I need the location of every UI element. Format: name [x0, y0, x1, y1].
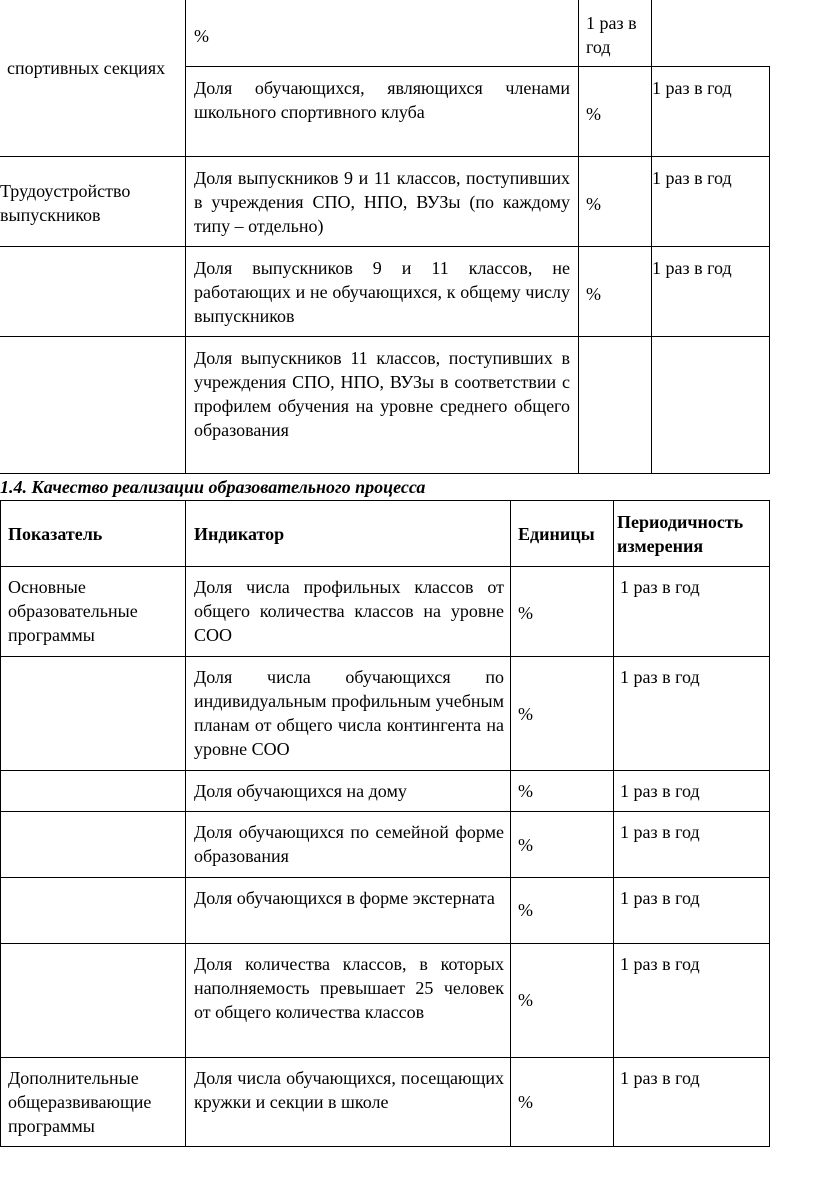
table-cell-units: % — [518, 990, 533, 1010]
table-cell-indicator: Доля числа обучающихся, посещающих кружки и секции в школе — [194, 1068, 504, 1112]
table-cell-indicator: Доля обучающихся в форме экстерната — [194, 888, 495, 908]
column-header-indicator: Индикатор — [194, 524, 285, 544]
table-cell-units: % — [518, 900, 533, 920]
table-cell-period: 1 раз в год — [620, 888, 700, 908]
table-cell-units: % — [586, 284, 601, 304]
column-header-period: Периодичность измерения — [617, 512, 744, 556]
column-header-indicator-group: Показатель — [8, 524, 103, 544]
table-cell-units: % — [586, 194, 601, 214]
table-cell-units: 1 раз в год — [586, 13, 637, 57]
table-cell-indicator: Доля обучающихся на дому — [194, 781, 407, 801]
table-cell-units: % — [518, 835, 533, 855]
table-cell-indicator: Доля выпускников 9 и 11 классов, поступивших в учреждения СПО, НПО, ВУЗы (по каждому типу – отдельно) — [194, 168, 570, 236]
table-cell-indicator: Доля числа обучающихся по индивидуальным профильным учебным планам от общего числа контингента на уровне СОО — [194, 667, 504, 759]
table-cell-units: % — [518, 704, 533, 724]
table-cell-period: 1 раз в год — [620, 577, 700, 597]
table-cell-period: 1 раз в год — [652, 78, 732, 98]
table-cell-period: 1 раз в год — [620, 667, 700, 687]
table-cell-period: 1 раз в год — [652, 258, 732, 278]
table-cell-indicator-group: Основные образовательные программы — [8, 577, 138, 645]
table-cell-indicator: Доля количества классов, в которых наполняемость превышает 25 человек от общего количества классов — [194, 954, 504, 1022]
table-cell-indicator: Доля числа профильных классов от общего количества классов на уровне СОО — [194, 577, 504, 645]
table-cell-units: % — [586, 104, 601, 124]
column-header-units: Единицы — [518, 524, 595, 544]
table-cell-period: 1 раз в год — [620, 822, 700, 842]
table-cell-period: 1 раз в год — [620, 954, 700, 974]
table-cell-indicator: % — [194, 26, 209, 46]
table-cell-units: % — [518, 603, 533, 623]
table-cell-indicator: Доля обучающихся, являющихся членами школьного спортивного клуба — [194, 78, 570, 122]
table-cell-indicator-group: Дополнительные общеразвивающие программы — [8, 1068, 152, 1136]
table-cell-period: 1 раз в год — [620, 1068, 700, 1088]
table-cell-indicator: Доля обучающихся по семейной форме образования — [194, 822, 504, 866]
table-cell-indicator-group: Трудоустройство выпускников — [0, 181, 131, 225]
section-title: 1.4. Качество реализации образовательного процесса — [0, 477, 426, 497]
table-cell-period: 1 раз в год — [652, 168, 732, 188]
table-cell-indicator-group: спортивных секциях — [7, 58, 166, 78]
table-cell-indicator: Доля выпускников 11 классов, поступивших в учреждения СПО, НПО, ВУЗы в соответствии с профилем обучения на уровне среднего общего образования — [194, 348, 570, 440]
table-cell-period: 1 раз в год — [620, 781, 700, 801]
table-cell-units: % — [518, 781, 533, 801]
table-cell-units: % — [518, 1092, 533, 1112]
table-cell-indicator: Доля выпускников 9 и 11 классов, не работающих и не обучающихся, к общему числу выпускников — [194, 258, 570, 326]
